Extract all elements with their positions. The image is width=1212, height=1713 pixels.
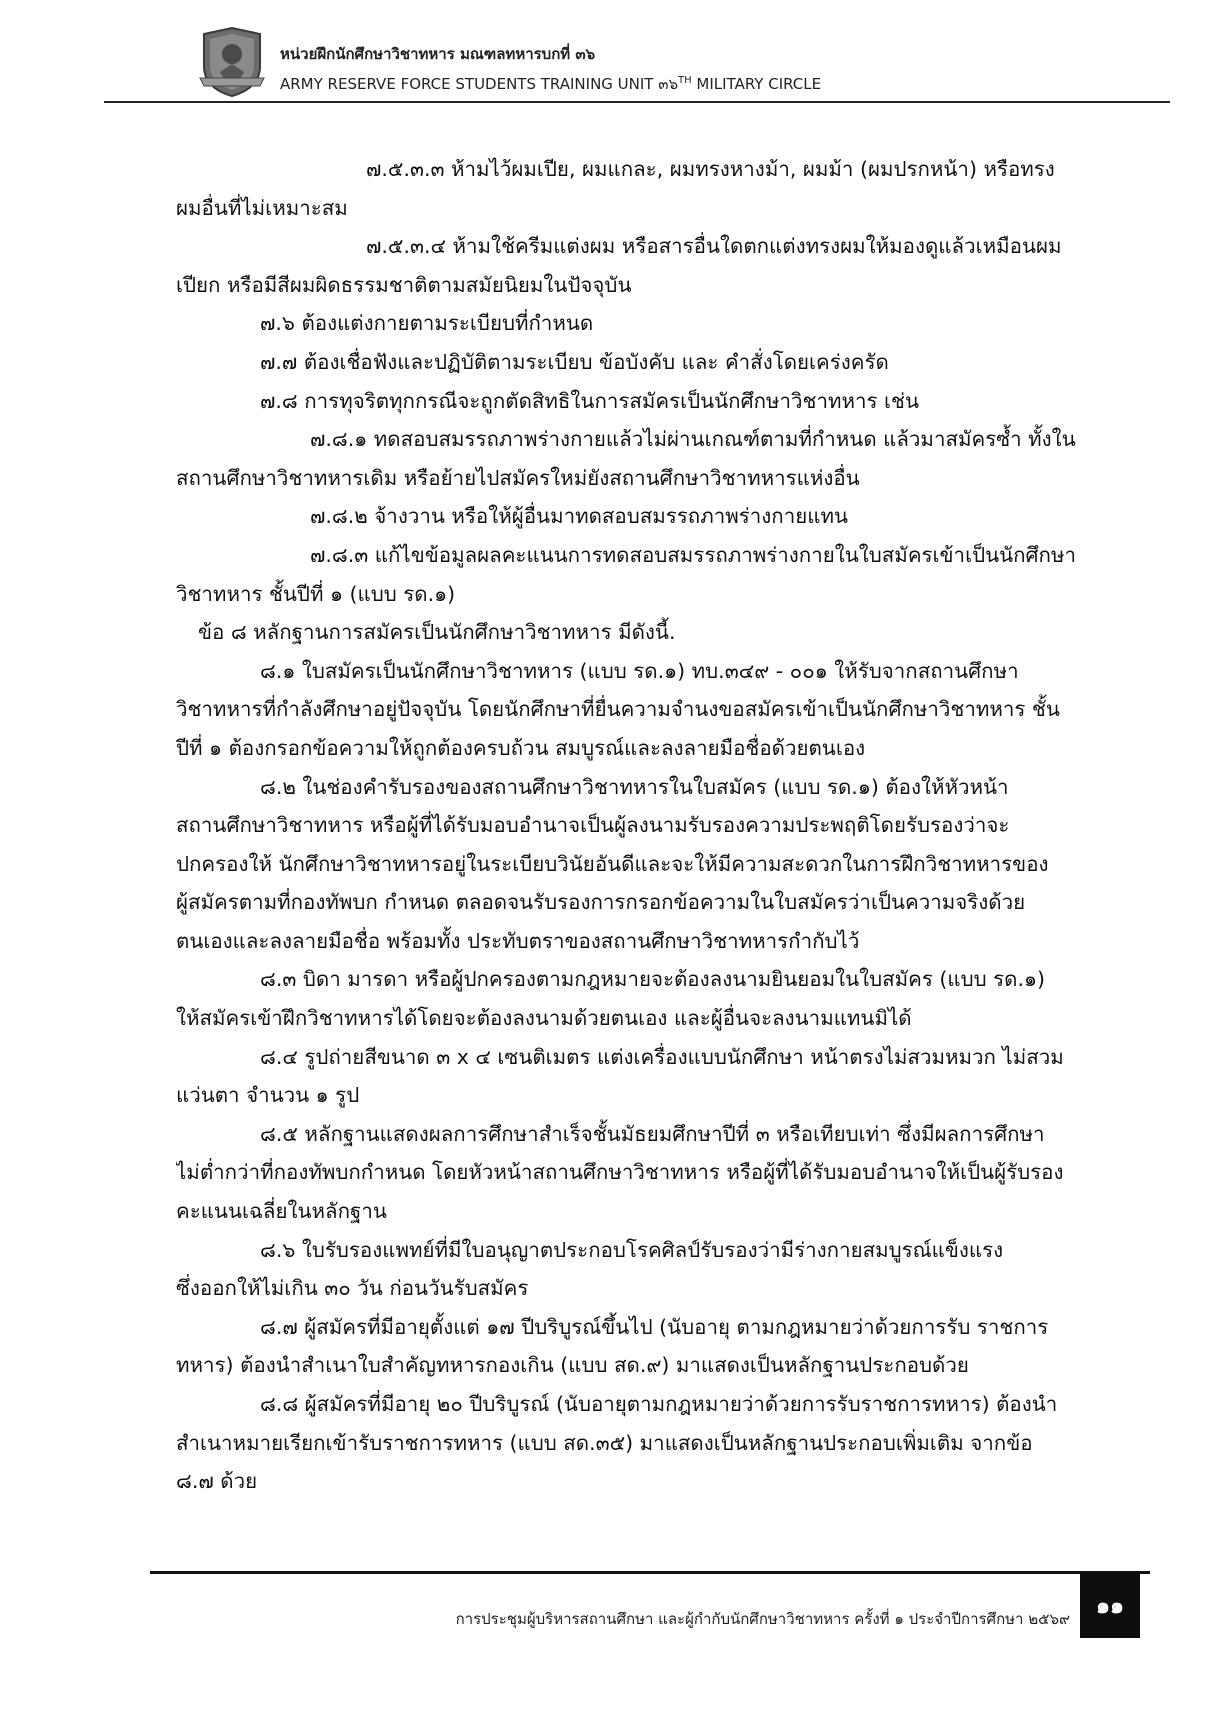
paragraph-line: ผมอื่นที่ไม่เหมาะสม <box>176 195 348 220</box>
org-name-thai: หน่วยฝึกนักศึกษาวิชาทหาร มณฑลทหารบกที่ ๓๖ <box>280 45 596 63</box>
paragraph-line: ๘.๑ ใบสมัครเป็นนักศึกษาวิชาทหาร (แบบ รด.๑) ทบ.๓๔๙ - ๐๐๑ ให้รับจากสถานศึกษา <box>260 658 1019 683</box>
paragraph-line: แว่นตา จำนวน ๑ รูป <box>176 1083 360 1108</box>
paragraph-line: ๗.๕.๓.๔ ห้ามใช้ครีมแต่งผม หรือสารอื่นใดตกแต่งทรงผมให้มองดูแล้วเหมือนผม <box>366 234 1062 259</box>
paragraph-line: ๘.๖ ใบรับรองแพทย์ที่มีใบอนุญาตประกอบโรคศิลป์รับรองว่ามีร่างกายสมบูรณ์แข็งแรง <box>260 1237 1004 1262</box>
paragraph-line: ให้สมัครเข้าฝึกวิชาทหารได้โดยจะต้องลงนามด้วยตนเอง และผู้อื่นจะลงนามแทนมิได้ <box>176 1006 912 1031</box>
paragraph-line: เปียก หรือมีสีผมผิดธรรมชาติตามสมัยนิยมในปัจจุบัน <box>176 272 632 297</box>
header-divider <box>104 101 1170 103</box>
page-number: ๑๑ <box>1080 1572 1140 1638</box>
document-body <box>176 150 1110 1501</box>
page-header <box>0 0 1212 110</box>
paragraph-line: ๘.๔ รูปถ่ายสีขนาด ๓ x ๔ เซนติเมตร แต่งเครื่องแบบนักศึกษา หน้าตรงไม่สวมหมวก ไม่สวม <box>260 1044 1064 1069</box>
paragraph-line: ๗.๗ ต้องเชื่อฟังและปฏิบัติตามระเบียบ ข้อบังคับ และ คำสั่งโดยเคร่งครัด <box>260 349 889 374</box>
paragraph-line: ปกครองให้ นักศึกษาวิชาทหารอยู่ในระเบียบวินัยอันดีและจะให้มีความสะดวกในการฝึกวิชาทหารของ <box>176 851 1049 876</box>
paragraph-line: ซึ่งออกให้ไม่เกิน ๓๐ วัน ก่อนวันรับสมัคร <box>176 1276 529 1301</box>
org-name-english-prefix: ARMY RESERVE FORCE STUDENTS TRAINING UNIT ๓๖ <box>280 75 679 93</box>
paragraph-line: สถานศึกษาวิชาทหารเดิม หรือย้ายไปสมัครใหม่ยังสถานศึกษาวิชาทหารแห่งอื่น <box>176 465 860 490</box>
paragraph-line: ไม่ต่ำกว่าที่กองทัพบกกำหนด โดยหัวหน้าสถานศึกษาวิชาทหาร หรือผู้ที่ได้รับมอบอำนาจให้เป็นผู้รับรอง <box>176 1160 1064 1185</box>
paragraph-line: ๘.๗ ด้วย <box>176 1469 258 1494</box>
paragraph-line: ๗.๘.๑ ทดสอบสมรรถภาพร่างกายแล้วไม่ผ่านเกณฑ์ตามที่กำหนด แล้วมาสมัครซ้ำ ทั้งใน <box>310 427 1076 452</box>
paragraph-line: วิชาทหาร ชั้นปีที่ ๑ (แบบ รด.๑) <box>176 581 456 606</box>
org-name-english <box>280 72 821 96</box>
paragraph-line: ผู้สมัครตามที่กองทัพบก กำหนด ตลอดจนรับรองการกรอกข้อความในใบสมัครว่าเป็นความจริงด้วย <box>176 890 1026 915</box>
military-emblem-icon <box>198 26 266 98</box>
paragraph-line: ๗.๕.๓.๓ ห้ามไว้ผมเปีย, ผมแกละ, ผมทรงหางม้า, ผมม้า (ผมปรกหน้า) หรือทรง <box>366 157 1055 181</box>
paragraph-line: ๘.๗ ผู้สมัครที่มีอายุตั้งแต่ ๑๗ ปีบริบูรณ์ขึ้นไป (นับอายุ ตามกฎหมายว่าด้วยการรับ ราชการ <box>260 1314 1049 1339</box>
paragraph-line: ๘.๓ บิดา มารดา หรือผู้ปกครองตามกฎหมายจะต้องลงนามยินยอมในใบสมัคร (แบบ รด.๑) <box>260 967 1046 992</box>
paragraph-line: สำเนาหมายเรียกเข้ารับราชการทหาร (แบบ สด.๓๕) มาแสดงเป็นหลักฐานประกอบเพิ่มเติม จากข้อ <box>176 1430 1033 1455</box>
paragraph-line: ๘.๒ ในช่องคำรับรองของสถานศึกษาวิชาทหารในใบสมัคร (แบบ รด.๑) ต้องให้หัวหน้า <box>260 774 1009 799</box>
paragraph-line: ๗.๖ ต้องแต่งกายตามระเบียบที่กำหนด <box>260 311 594 336</box>
paragraph-line: ๗.๘.๓ แก้ไขข้อมูลผลคะแนนการทดสอบสมรรถภาพร่างกายในใบสมัครเข้าเป็นนักศึกษา <box>310 542 1076 567</box>
paragraph-line: คะแนนเฉลี่ยในหลักฐาน <box>176 1199 387 1224</box>
paragraph-line: ๗.๘ การทุจริตทุกกรณีจะถูกตัดสิทธิในการสมัครเป็นนักศึกษาวิชาทหาร เช่น <box>260 388 919 413</box>
paragraph-line: ตนเองและลงลายมือชื่อ พร้อมทั้ง ประทับตราของสถานศึกษาวิชาทหารกำกับไว้ <box>176 928 860 953</box>
footer-divider <box>150 1571 1150 1574</box>
footer-meeting-title: การประชุมผู้บริหารสถานศึกษา และผู้กำกับนักศึกษาวิชาทหาร ครั้งที่ ๑ ประจำปีการศึกษา ๒๕๖๙ <box>455 1610 1070 1628</box>
paragraph-line: ปีที่ ๑ ต้องกรอกข้อความให้ถูกต้องครบถ้วน สมบูรณ์และลงลายมือชื่อด้วยตนเอง <box>176 735 866 760</box>
org-name-english-superscript: TH <box>678 75 692 86</box>
paragraph-line: วิชาทหารที่กำลังศึกษาอยู่ปัจจุบัน โดยนักศึกษาที่ยื่นความจำนงขอสมัครเข้าเป็นนักศึกษาวิชาทหาร ชั้น <box>176 697 1060 722</box>
paragraph-line: ๘.๘ ผู้สมัครที่มีอายุ ๒๐ ปีบริบูรณ์ (นับอายุตามกฎหมายว่าด้วยการรับราชการทหาร) ต้องนำ <box>260 1392 1058 1416</box>
paragraph-line: ๗.๘.๒ จ้างวาน หรือให้ผู้อื่นมาทดสอบสมรรถภาพร่างกายแทน <box>310 504 848 529</box>
paragraph-line: ข้อ ๘ หลักฐานการสมัครเป็นนักศึกษาวิชาทหาร มีดังนี้. <box>198 620 676 645</box>
org-name-english-suffix: MILITARY CIRCLE <box>691 75 822 93</box>
paragraph-line: ทหาร) ต้องนำสำเนาใบสำคัญทหารกองเกิน (แบบ สด.๙) มาแสดงเป็นหลักฐานประกอบด้วย <box>176 1353 969 1378</box>
paragraph-line: สถานศึกษาวิชาทหาร หรือผู้ที่ได้รับมอบอำนาจเป็นผู้ลงนามรับรองความประพฤติโดยรับรองว่าจะ <box>176 813 1010 838</box>
paragraph-line: ๘.๕ หลักฐานแสดงผลการศึกษาสำเร็จชั้นมัธยมศึกษาปีที่ ๓ หรือเทียบเท่า ซึ่งมีผลการศึกษา <box>260 1121 1045 1146</box>
